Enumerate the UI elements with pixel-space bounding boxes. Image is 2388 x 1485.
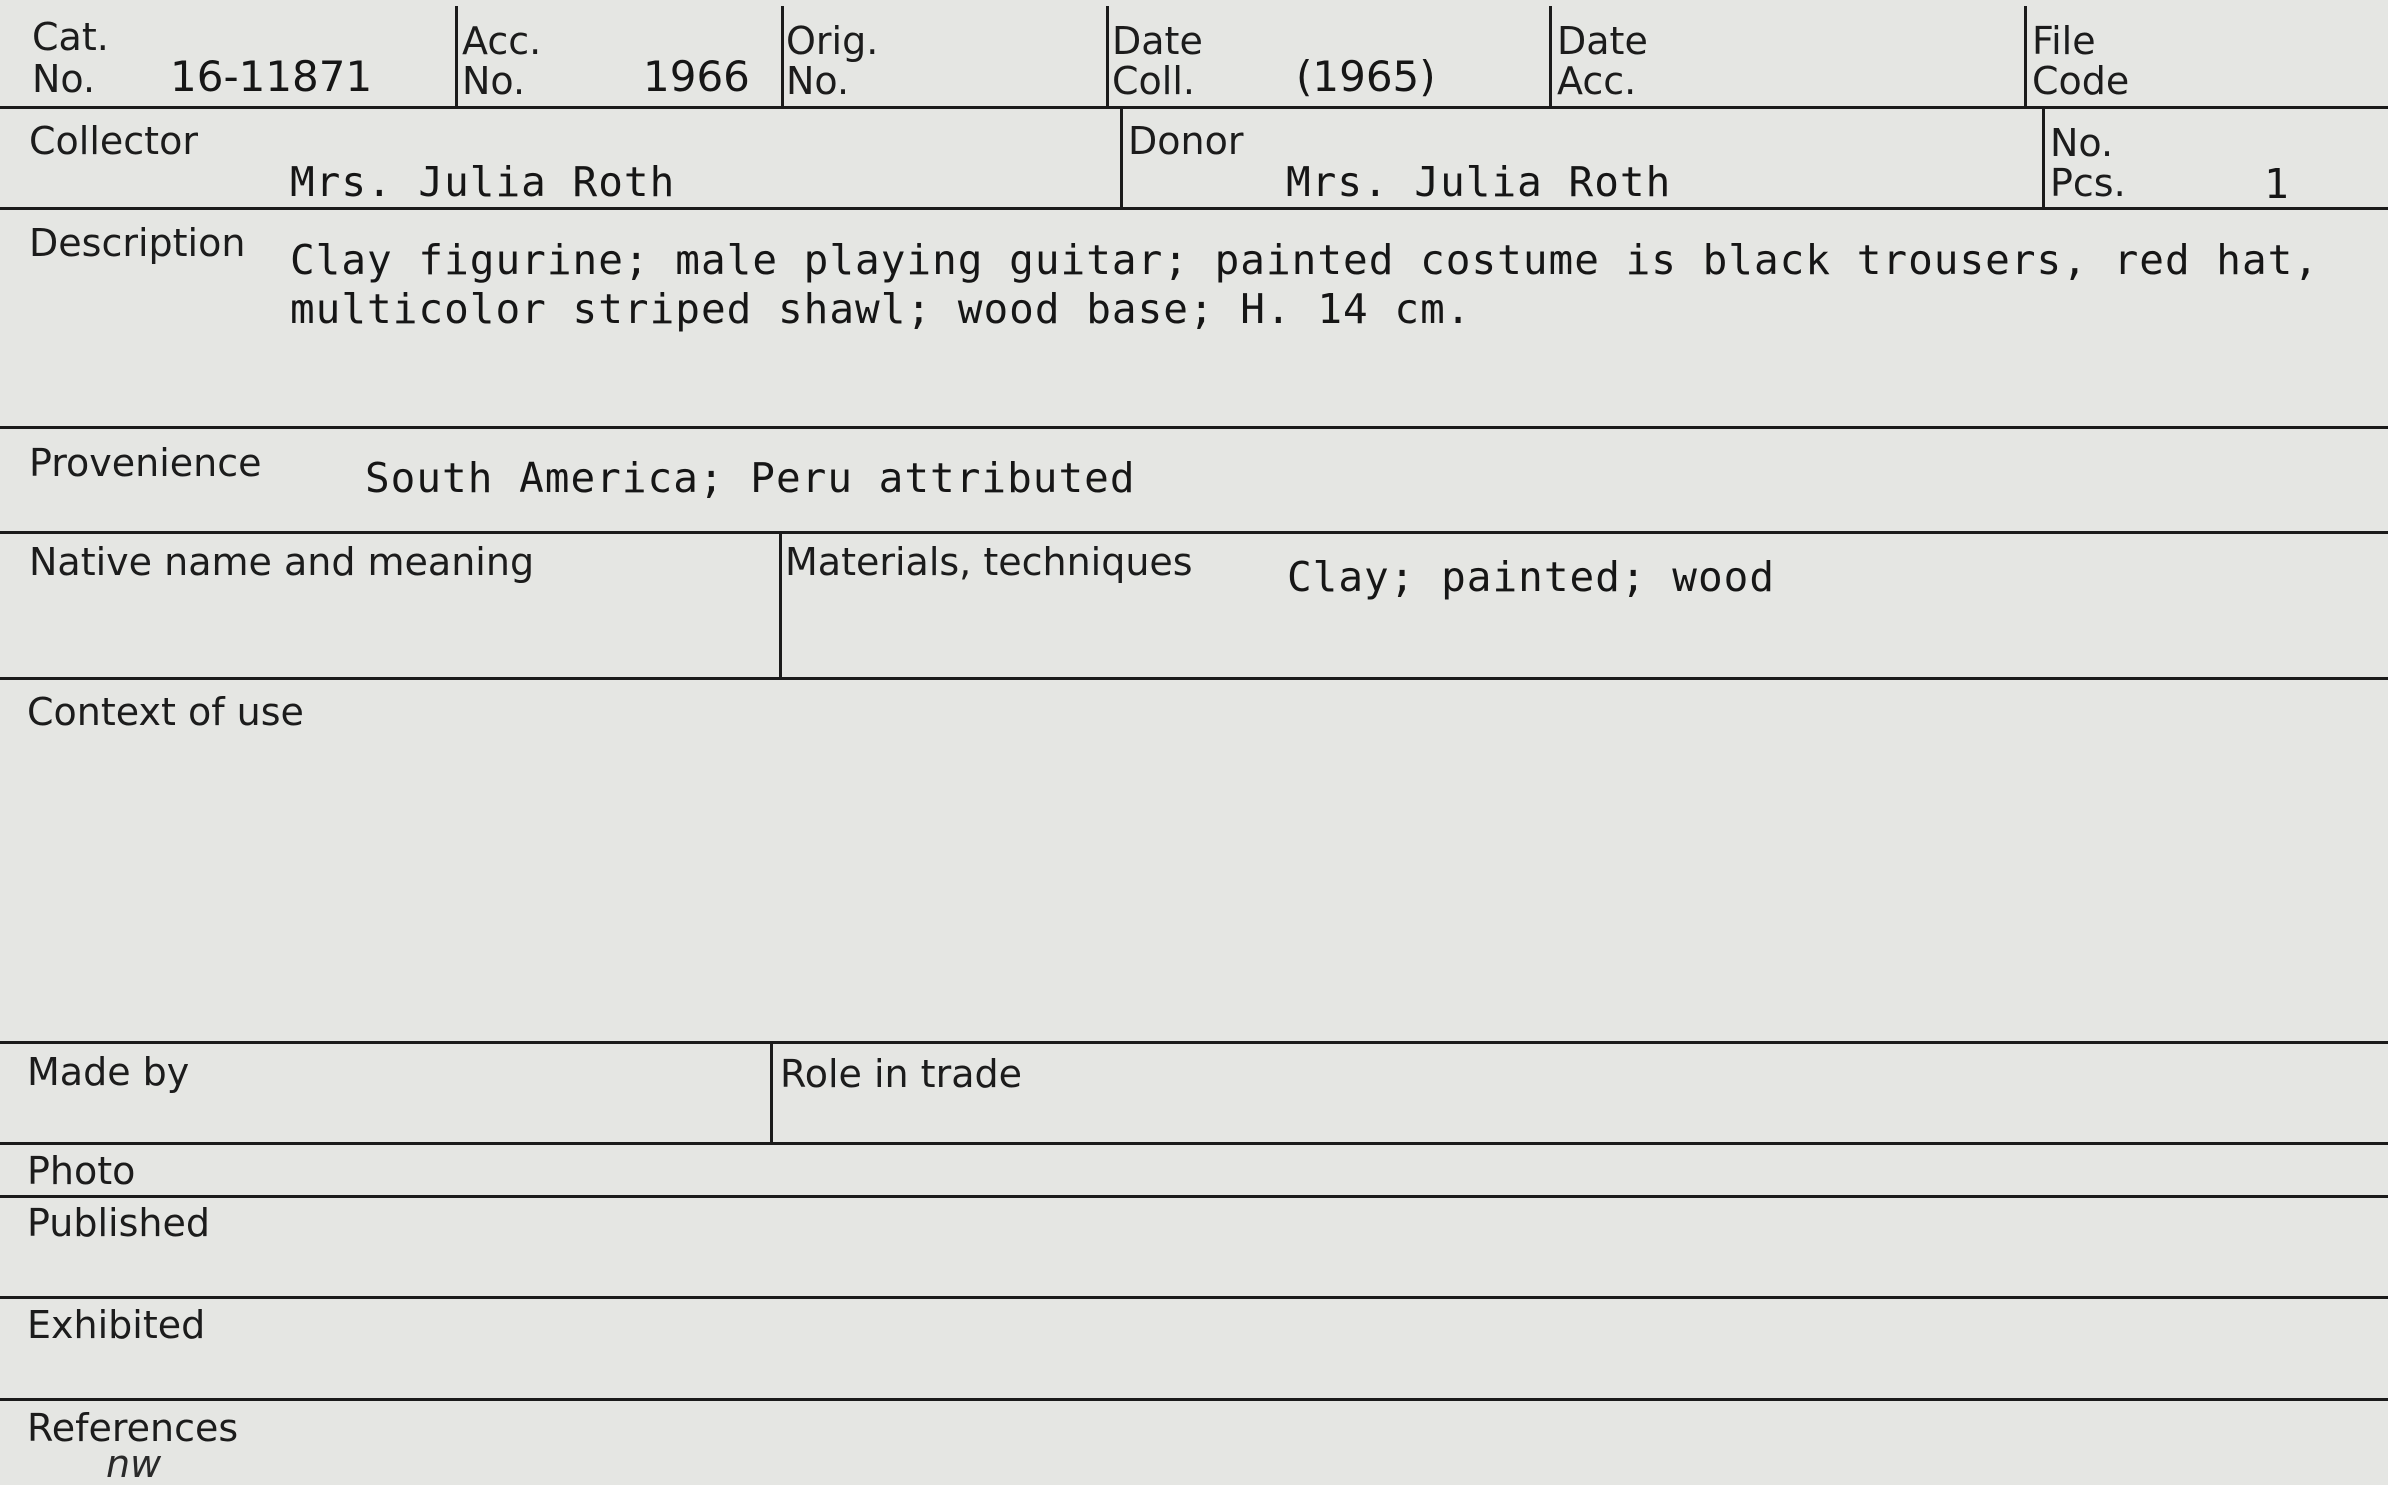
- native-name-label: Native name and meaning: [29, 540, 535, 584]
- context-label: Context of use: [27, 690, 304, 734]
- cat-no-label: No.: [32, 57, 96, 101]
- date-coll-value: (1965): [1296, 52, 1436, 101]
- date-acc-label-2: Acc.: [1557, 59, 1637, 103]
- acc-no-label: No.: [462, 59, 526, 103]
- rule-v-cat: [455, 6, 458, 107]
- collector-value: Mrs. Julia Roth: [290, 158, 676, 206]
- rule-native-bottom: [0, 677, 2388, 680]
- rule-photo-bottom: [0, 1195, 2388, 1198]
- rule-collector-bottom: [0, 207, 2388, 210]
- rule-v-collector: [1120, 107, 1123, 208]
- rule-header-bottom: [0, 106, 2388, 109]
- description-label: Description: [29, 221, 246, 265]
- made-by-label: Made by: [27, 1050, 190, 1094]
- materials-label: Materials, techniques: [785, 540, 1193, 584]
- date-acc-label: Date: [1557, 19, 1648, 63]
- description-line-2: multicolor striped shawl; wood base; H. 14 cm.: [290, 285, 1472, 333]
- rule-exhibited-bottom: [0, 1398, 2388, 1401]
- acc-label: Acc.: [462, 19, 542, 63]
- rule-v-donor: [2042, 107, 2045, 208]
- orig-no-label: No.: [786, 59, 850, 103]
- provenience-label: Provenience: [29, 441, 262, 485]
- rule-v-madeby: [770, 1041, 773, 1143]
- description-line-1: Clay figurine; male playing guitar; painted costume is black trousers, red hat,: [290, 236, 2320, 284]
- pieces-label: No.: [2050, 121, 2114, 165]
- rule-description-bottom: [0, 426, 2388, 429]
- published-label: Published: [27, 1201, 210, 1245]
- acc-no-value: 1966: [643, 52, 750, 101]
- donor-value: Mrs. Julia Roth: [1286, 158, 1672, 206]
- cat-no-value: 16-11871: [170, 52, 373, 101]
- cat-label: Cat.: [32, 15, 109, 59]
- rule-provenience-bottom: [0, 531, 2388, 534]
- references-label: References: [27, 1406, 239, 1450]
- rule-v-datecoll: [1549, 6, 1552, 107]
- rule-published-bottom: [0, 1296, 2388, 1299]
- role-in-trade-label: Role in trade: [780, 1052, 1022, 1096]
- materials-value: Clay; painted; wood: [1287, 553, 1775, 601]
- rule-madeby-bottom: [0, 1142, 2388, 1145]
- file-code-label-2: Code: [2032, 59, 2130, 103]
- collector-label: Collector: [29, 119, 198, 163]
- exhibited-label: Exhibited: [27, 1303, 206, 1347]
- provenience-value: South America; Peru attributed: [365, 454, 1136, 502]
- donor-label: Donor: [1128, 119, 1244, 163]
- orig-label: Orig.: [786, 19, 879, 63]
- rule-v-dateacc: [2024, 6, 2027, 107]
- pieces-value: 1: [2264, 160, 2290, 208]
- references-initials: nw: [106, 1442, 162, 1485]
- date-coll-label: Date: [1112, 19, 1203, 63]
- rule-context-bottom: [0, 1041, 2388, 1044]
- rule-v-native: [779, 531, 782, 678]
- date-coll-label-2: Coll.: [1112, 59, 1195, 103]
- file-code-label: File: [2032, 19, 2096, 63]
- photo-label: Photo: [27, 1149, 136, 1193]
- rule-v-orig: [1106, 6, 1109, 107]
- rule-v-acc: [781, 6, 784, 107]
- pieces-label-2: Pcs.: [2050, 161, 2126, 205]
